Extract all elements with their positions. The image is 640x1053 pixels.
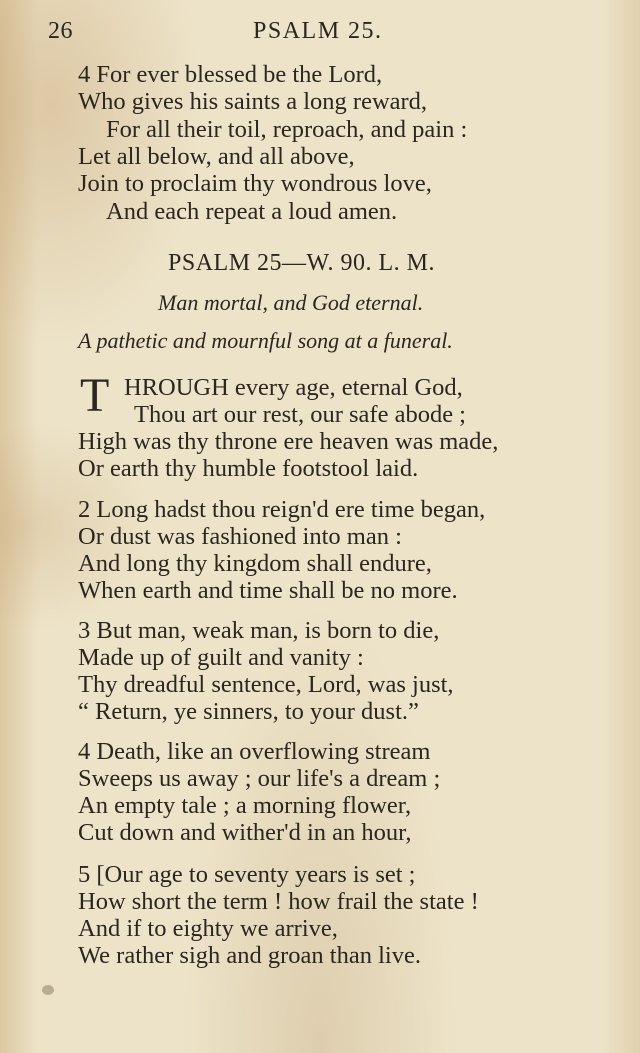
- stanza-5-line: We rather sigh and groan than live.: [78, 942, 421, 969]
- stanza-1-line: Or earth thy humble footstool laid.: [78, 455, 419, 482]
- drop-cap: T: [80, 369, 110, 422]
- stanza-4-line: Sweeps us away ; our life's a dream ;: [78, 765, 441, 792]
- stanza-3-line: 3 But man, weak man, is born to die,: [78, 617, 440, 644]
- stanza-4-line: Cut down and wither'd in an hour,: [78, 819, 412, 846]
- stanza-3-line: “ Return, ye sinners, to your dust.”: [78, 698, 419, 725]
- previous-hymn-line: Who gives his saints a long reward,: [78, 88, 428, 115]
- stanza-1-line: HROUGH every age, eternal God,: [124, 374, 463, 401]
- previous-hymn-line: And each repeat a loud amen.: [106, 198, 398, 225]
- previous-hymn-line: Join to proclaim thy wondrous love,: [78, 170, 432, 197]
- stanza-4-line: 4 Death, like an overflowing stream: [78, 738, 431, 765]
- stanza-1-line: High was thy throne ere heaven was made,: [78, 428, 499, 455]
- previous-hymn-line: 4 For ever blessed be the Lord,: [78, 61, 383, 88]
- running-head: PSALM 25.: [253, 18, 383, 44]
- stanza-2-line: And long thy kingdom shall endure,: [78, 550, 432, 577]
- hymn-subtitle: Man mortal, and God eternal.: [158, 290, 424, 315]
- previous-hymn-line: Let all below, and all above,: [78, 143, 355, 170]
- stanza-5-line: How short the term ! how frail the state !: [78, 888, 479, 915]
- hymn-heading: PSALM 25—W. 90. L. M.: [168, 250, 435, 276]
- hymn-description: A pathetic and mournful song at a funeral.: [78, 328, 453, 353]
- previous-hymn-line: For all their toil, reproach, and pain :: [106, 116, 468, 143]
- stanza-3-line: Made up of guilt and vanity :: [78, 644, 364, 671]
- page-number: 26: [48, 18, 73, 44]
- ink-smudge: [42, 985, 54, 995]
- stanza-3-line: Thy dreadful sentence, Lord, was just,: [78, 671, 454, 698]
- stanza-1-line: Thou art our rest, our safe abode ;: [134, 401, 466, 428]
- stanza-2-line: When earth and time shall be no more.: [78, 577, 458, 604]
- stanza-2-line: 2 Long hadst thou reign'd ere time began,: [78, 496, 486, 523]
- stanza-5-line: 5 [Our age to seventy years is set ;: [78, 861, 416, 888]
- stanza-2-line: Or dust was fashioned into man :: [78, 523, 402, 550]
- stanza-4-line: An empty tale ; a morning flower,: [78, 792, 412, 819]
- stanza-5-line: And if to eighty we arrive,: [78, 915, 338, 942]
